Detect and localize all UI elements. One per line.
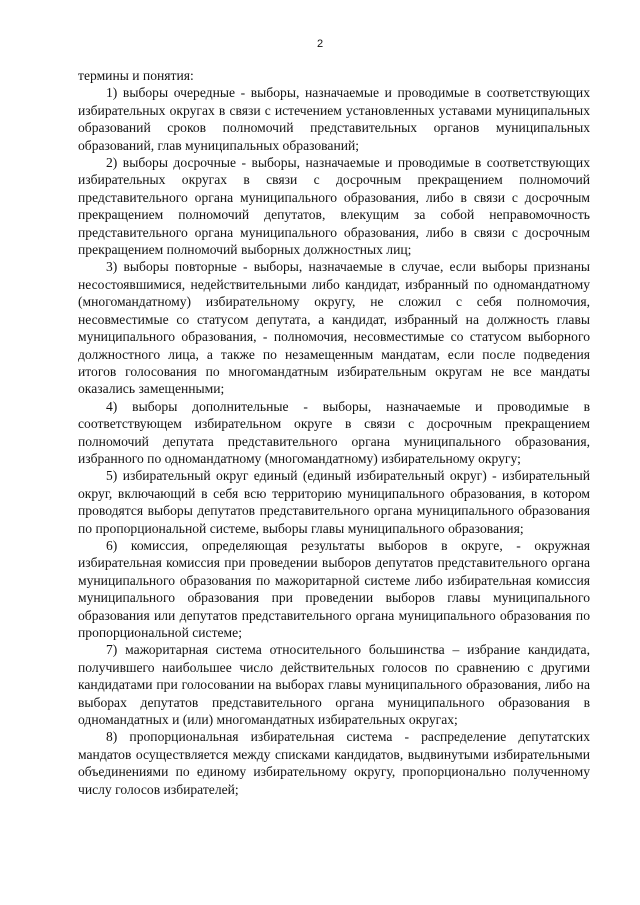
page-number: 2 xyxy=(316,38,324,50)
intro-line: термины и понятия: xyxy=(78,68,194,83)
definition-item-3: 3) выборы повторные - выборы, назначаемые в случае, если выборы признаны несостоявшимися, недействительными либо кандидат, избранный по одномандатному (многомандатному) избирательному округу, не сложил с себя полномочия, несовместимые со статусом депутата, а кандидат, избранный на должность главы муниципального образования, - полномочия, несовместимые со статусом выборного должностного лица, а также по незамещенным мандатам, если после подведения итогов голосования по многомандатным избирательным округам не все мандаты оказались замещенными; xyxy=(78,259,590,397)
definition-item-5: 5) избирательный округ единый (единый избирательный округ) - избирательный округ, включающий в себя всю территорию муниципального образования, в котором проводятся выборы депутатов представительного органа муниципального образования по пропорциональной системе, выборы главы муниципального образования; xyxy=(78,468,590,536)
definition-item-7: 7) мажоритарная система относительного большинства – избрание кандидата, получившего наибольшее число действительных голосов по сравнению с другими кандидатами при голосовании на выборах главы муниципального образования, либо на выборах депутатов представительного органа муниципального образования в одномандатных и (или) многомандатных избирательных округах; xyxy=(78,642,590,728)
definition-item-2: 2) выборы досрочные - выборы, назначаемые и проводимые в соответствующих избирательных округах в связи с досрочным прекращением полномочий представительного органа муниципального образования, либо в связи с досрочным прекращением полномочий депутатов, влекущим за собой неправомочность представительного органа муниципального образования, либо в связи с досрочным прекращением полномочий выборных должностных лиц; xyxy=(78,155,590,258)
definition-item-6: 6) комиссия, определяющая результаты выборов в округе, - окружная избирательная комиссия при проведении выборов депутатов представительного органа муниципального образования по мажоритарной системе либо избирательная комиссия муниципального образования при проведении выборов главы муниципального образования или депутатов представительного органа муниципального образования по пропорциональной системе; xyxy=(78,537,590,640)
definition-item-8: 8) пропорциональная избирательная система - распределение депутатских мандатов осуществляется между списками кандидатов, выдвинутыми избирательными объединениями по единому избирательному округу, пропорционально полученному числу голосов избирателей; xyxy=(78,729,590,797)
definition-item-1: 1) выборы очередные - выборы, назначаемые и проводимые в соответствующих избирательных округах в связи с истечением установленных уставами муниципальных образований сроков полномочий представительных органов муниципальных образований, глав муниципальных образований; xyxy=(78,85,590,153)
definition-item-4: 4) выборы дополнительные - выборы, назначаемые и проводимые в соответствующем избирательном округе в связи с досрочным прекращением полномочий депутата представительного органа муниципального образования, избранного по одномандатному (многомандатному) избирательному округу; xyxy=(78,398,590,466)
document-body xyxy=(78,67,590,798)
